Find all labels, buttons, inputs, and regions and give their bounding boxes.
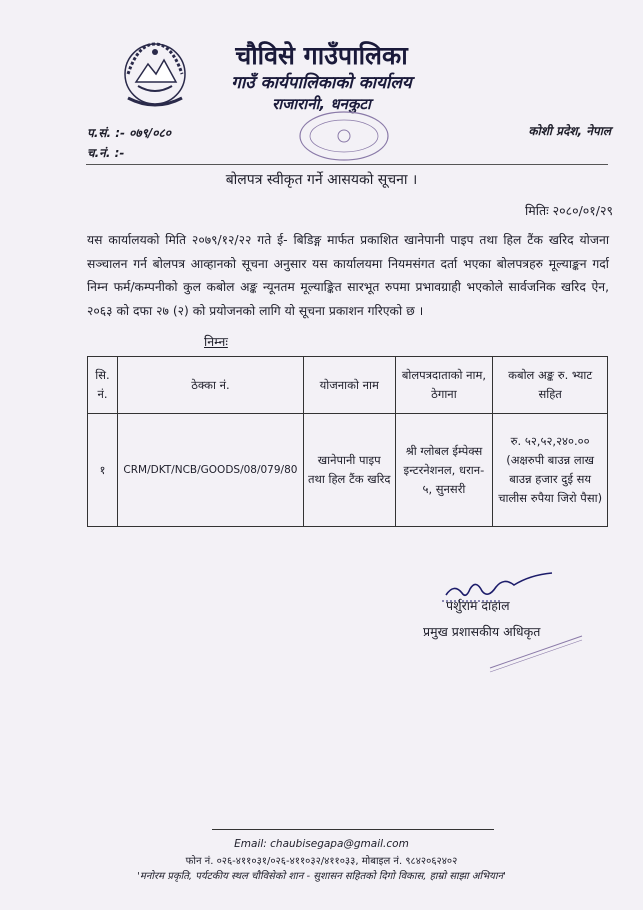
footer-phone: फोन नं. ०२६-४११०३१/०२६-४११०३२/४११०३३, मोबाइल नं. ९८४२०६२४०२ [185,856,458,867]
dispatch-number: च.नं. :- [87,146,125,160]
office-stamp-icon [296,108,392,164]
table-cell-amount: रु. ५२,५२,२४०.०० (अक्षरुपी बाउन्न लाख बाउन्न हजार दुई सय चालीस रुपैया जिरो पैसा) [493,414,608,527]
notice-body: यस कार्यालयको मिति २०७९/१२/२२ गते ई- बिडिङ्ग मार्फत प्रकाशित खानेपानी पाइप तथा हिल टैंक खरिद योजना सञ्चालन गर्न बोलपत्र आव्हानको सूचना अनुसार यस कार्यालयमा नियमसंगत दर्ता भएका बोलपत्रहरु मूल्याङ्कन गर्दा निम्न फर्म/कम्पनीको कुल कबोल अङ्क न्यूनतम मूल्याङ्कित सारभूत रुपमा प्रभावग्राही भएकोले सार्वजनिक खरिद ऐन, २०६३ को दफा २७ (२) को प्रयोजनको लागि यो सूचना प्रकाशन गरिएको छ । [87,233,609,318]
table-row [88,414,608,527]
table-header-cell: सि. नं. [88,357,118,414]
bid-table [87,356,608,527]
notice-date: मितिः २०८०/०१/२९ [525,203,613,218]
footer-email: Email: chaubisegapa@gmail.com [234,838,409,850]
table-header-row [88,357,608,414]
table-cell-project: खानेपानी पाइप तथा हिल टैंक खरिद [303,414,395,527]
table-header-cell: ठेक्का नं. [117,357,303,414]
signatory-title: प्रमुख प्रशासकीय अधिकृत [423,624,541,639]
table-header-cell: बोलपत्रदाताको नाम, ठेगाना [395,357,493,414]
table-cell-bidder: श्री ग्लोबल ईम्पेक्स इन्टरनेशनल, धरान- ५, सुनसरी [395,414,493,527]
designation-stamp-icon [486,630,586,674]
notice-title: बोलपत्र स्वीकृत गर्ने आसयको सूचना । [225,172,418,188]
office-title: चौविसे गाउँपालिका [235,41,408,70]
list-label: निम्नः [204,334,228,349]
table-header-cell: योजनाको नाम [303,357,395,414]
province-label: कोशी प्रदेश, नेपाल [528,124,611,138]
table-cell-sn: १ [88,414,118,527]
office-location: राजारानी, धनकुटा [272,95,371,113]
office-subtitle: गाउँ कार्यपालिकाको कार्यालय [231,73,412,93]
header-divider [86,164,608,165]
table-header-cell: कबोल अङ्क रु. भ्याट सहित [493,357,608,414]
footer-divider [212,829,494,830]
signatory-name: पर्शुराम दाहाल [446,598,510,613]
reference-number: प.सं. :- ०७९/०८० [87,126,172,140]
table-cell-contract-no: CRM/DKT/NCB/GOODS/08/079/80 [117,414,303,527]
footer-slogan: 'मनोरम प्रकृति, पर्यटकीय स्थल चौविसेको शान - सुशासन सहितको दिगो विकास, हाम्रो साझा अभियान' [137,871,506,882]
